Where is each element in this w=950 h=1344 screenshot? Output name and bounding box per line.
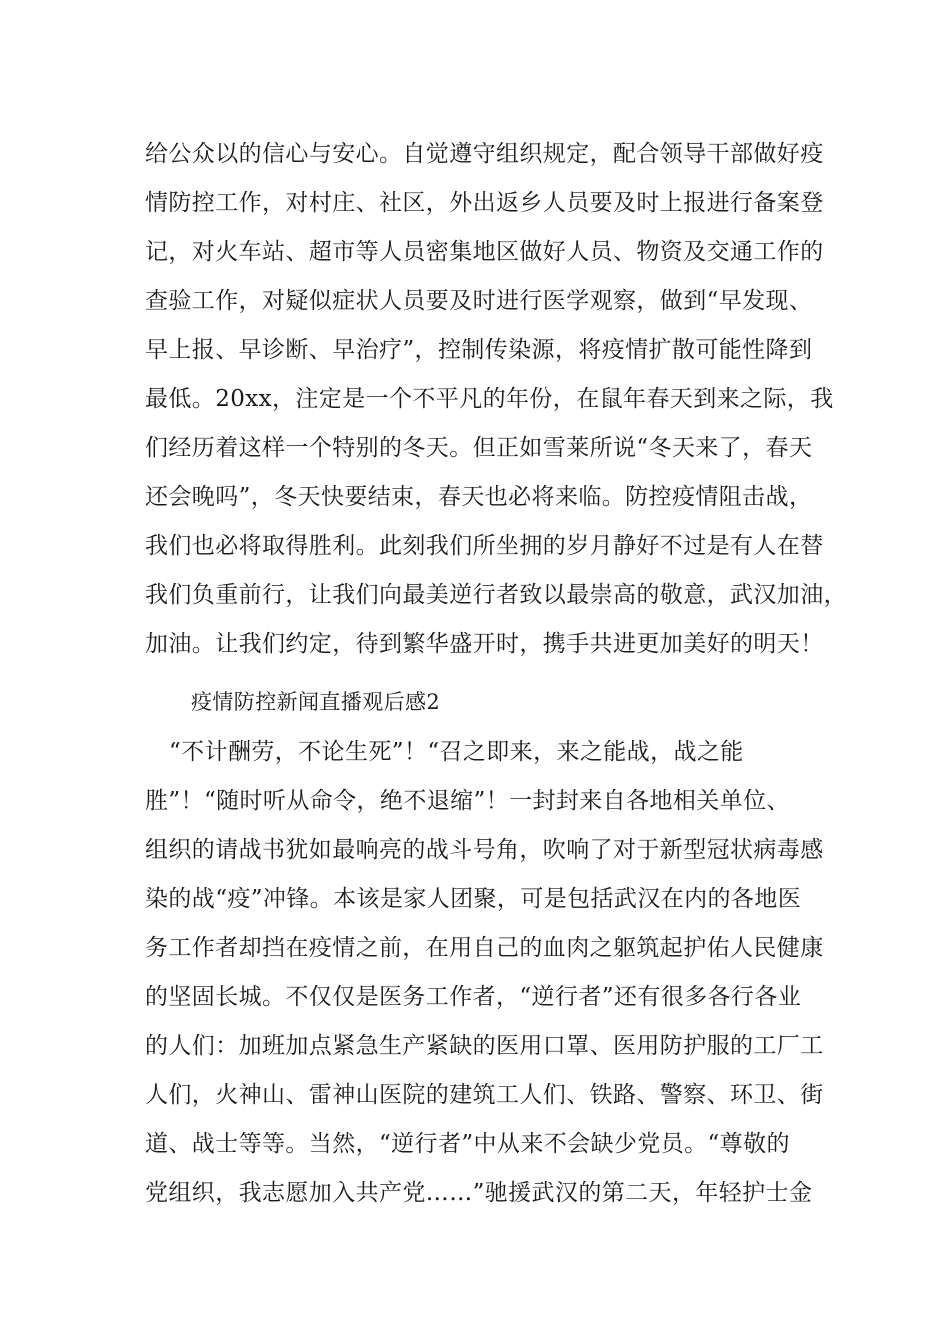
text-line: 给公众以的信心与安心。自觉遵守组织规定，配合领导干部做好疫 (145, 141, 824, 167)
text-line: 还会晚吗”，冬天快要结束，春天也必将来临。防控疫情阻击战， (145, 484, 813, 510)
paragraph-1 (145, 130, 847, 669)
text-line: 情防控工作，对村庄、社区，外出返乡人员要及时上报进行备案登 (145, 190, 824, 216)
section-heading: 疫情防控新闻直播观后感2 (191, 690, 441, 714)
text-line: 我们负重前行，让我们向最美逆行者致以最崇高的敬意，武汉加油， (145, 582, 847, 608)
text-line: 查验工作，对疑似症状人员要及时进行医学观察，做到“早发现、 (145, 288, 813, 314)
text-line: “不计酬劳，不论生死”！“召之即来，来之能战，战之能 (169, 739, 744, 765)
text-line: 人们，火神山、雷神山医院的建筑工人们、铁路、警察、环卫、街 (145, 1082, 824, 1108)
text-line: 早上报、早诊断、早治疗”，控制传染源，将疫情扩散可能性降到 (145, 337, 813, 363)
text-line: 的人们：加班加点紧急生产紧缺的医用口罩、医用防护服的工厂工 (145, 1033, 824, 1059)
text-line: 务工作者却挡在疫情之前，在用自己的血肉之躯筑起护佑人民健康 (145, 935, 824, 961)
paragraph-2 (145, 728, 824, 1218)
text-line: 的坚固长城。不仅仅是医务工作者，“逆行者”还有很多各行各业 (145, 984, 802, 1010)
text-line: 我们也必将取得胜利。此刻我们所坐拥的岁月静好不过是有人在替 (145, 533, 824, 559)
text-line: 党组织，我志愿加入共产党……”驰援武汉的第二天，年轻护士金 (145, 1180, 813, 1206)
text-line: 染的战“疫”冲锋。本该是家人团聚，可是包括武汉在内的各地医 (145, 886, 802, 912)
text-line: 道、战士等等。当然，“逆行者”中从来不会缺少党员。“尊敬的 (145, 1131, 790, 1157)
text-line: 最低。20xx，注定是一个不平凡的年份，在鼠年春天到来之际，我 (145, 386, 834, 412)
text-line: 记，对火车站、超市等人员密集地区做好人员、物资及交通工作的 (145, 239, 824, 265)
text-line: 胜”！“随时听从命令，绝不退缩”！一封封来自各地相关单位、 (145, 788, 790, 814)
text-line: 组织的请战书犹如最响亮的战斗号角，吹响了对于新型冠状病毒感 (145, 837, 824, 863)
section-heading-block (145, 678, 820, 727)
text-line: 们经历着这样一个特别的冬天。但正如雪莱所说“冬天来了，春天 (145, 435, 813, 461)
text-line: 加油。让我们约定，待到繁华盛开时，携手共进更加美好的明天！ (145, 631, 824, 657)
